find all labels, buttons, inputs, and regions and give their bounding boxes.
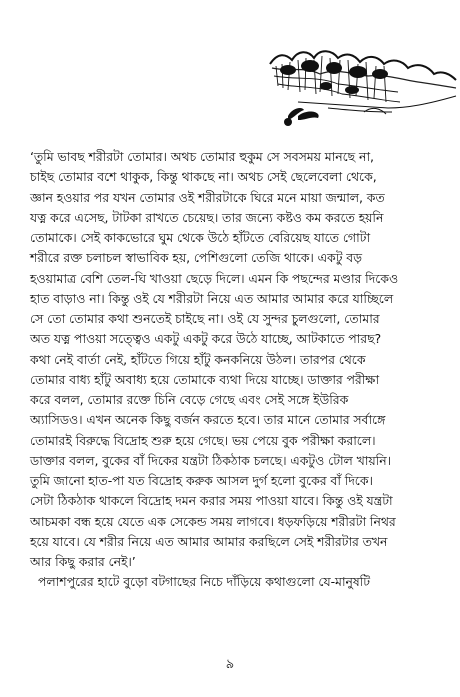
text-line: কথা নেই বার্তা নেই, হাঁটতে গিয়ে হাঁটু কনকনিয়ে উঠল। তারপর থেকে [30,351,366,367]
text-line: হয়ে যাবে। যে শরীর নিয়ে এত আমার আমার করছিলে সেই শরীরটার তখন [30,533,388,549]
text-line: অ্যাসিডও। এখন অনেক কিছু বর্জন করতে হবে। তার মানে তোমার সর্বাঙ্গে [30,412,386,428]
text-line: যত্ন করে এসেছ, টাটকা রাখতে চেয়েছ। তার জন্যে কষ্টও কম করতে হয়নি [30,209,384,225]
story-text [30,147,434,593]
landscape-sketch-icon [268,46,458,128]
page-number: ৯ [225,657,235,672]
text-line: ডাক্তার বলল, বুকের বাঁ দিকের যন্ত্রটা ঠিকঠাক চলছে। একটুও টোল খায়নি। [30,452,392,468]
text-line: তোমার বাধ্য হাঁটু অবাধ্য হয়ে তোমাকে ব্যথা দিয়ে যাচ্ছে। ডাক্তার পরীক্ষা [30,371,379,387]
text-line: চাইছ তোমার বশে থাকুক, কিন্তু থাকছে না। অথচ সেই ছেলেবেলা থেকে, [30,169,377,185]
text-line: তোমাকে। সেই কাকভোরে ঘুম থেকে উঠে হাঁটতে বেরিয়েছ যাতে গোটা [30,230,371,245]
text-line: হাত বাড়াও না। কিন্তু ওই যে শরীরটা নিয়ে এত আমার আমার করে যাচ্ছিলে [30,290,394,306]
text-line: তোমারই বিরুদ্ধে বিদ্রোহ শুরু হয়ে গেছে। ভয় পেয়ে বুক পরীক্ষা করালে। [30,432,376,448]
text-line: আর কিছু করার নেই।’ [30,554,136,569]
text-line: করে বলল, তোমার রক্তে চিনি বেড়ে গেছে এবং সেই সঙ্গে ইউরিক [30,392,349,407]
text-line: ‘তুমি ভাবছ শরীরটা তোমার। অথচ তোমার হুকুম সে সবসময় মানছে না, [30,149,374,164]
text-line: শরীরে রক্ত চলাচল স্বাভাবিক হয়, পেশিগুলো তেজি থাকে। একটু বড় [30,250,362,266]
text-line: জ্ঞান হওয়ার পর যখন তোমার ওই শরীরটাকে ঘিরে মনে মায়া জন্মাল, কত [30,189,385,205]
text-line: তুমি জানো হাত-পা যত বিদ্রোহ করুক আসল দুর্গ হলো বুকের বাঁ দিকে। [30,473,373,488]
text-line: হওয়ামাত্র বেশি তেল-ঘি খাওয়া ছেড়ে দিলে। এমন কি পছন্দের মণ্ডার দিকেও [30,270,399,286]
text-line: সে তো তোমার কথা শুনতেই চাইছে না। ওই যে সুন্দর চুলগুলো, তোমার [30,311,380,326]
text-line: অত যত্ন পাওয়া সত্ত্বেও একটু একটু করে উঠে যাচ্ছে, আটকাতে পারছ? [30,331,382,347]
text-line: সেটা ঠিকঠাক থাকলে বিদ্রোহ দমন করার সময় পাওয়া যাবে। কিন্তু ওই যন্ত্রটা [30,493,393,509]
text-line: পলাশপুরের হাটে বুড়ো বটগাছের নিচে দাঁড়িয়ে কথাগুলো যে-মানুষটি [38,574,370,590]
text-line: আচমকা বন্ধ হয়ে যেতে এক সেকেন্ড সময় লাগবে। ধড়ফড়িয়ে শরীরটা নিথর [30,513,396,529]
